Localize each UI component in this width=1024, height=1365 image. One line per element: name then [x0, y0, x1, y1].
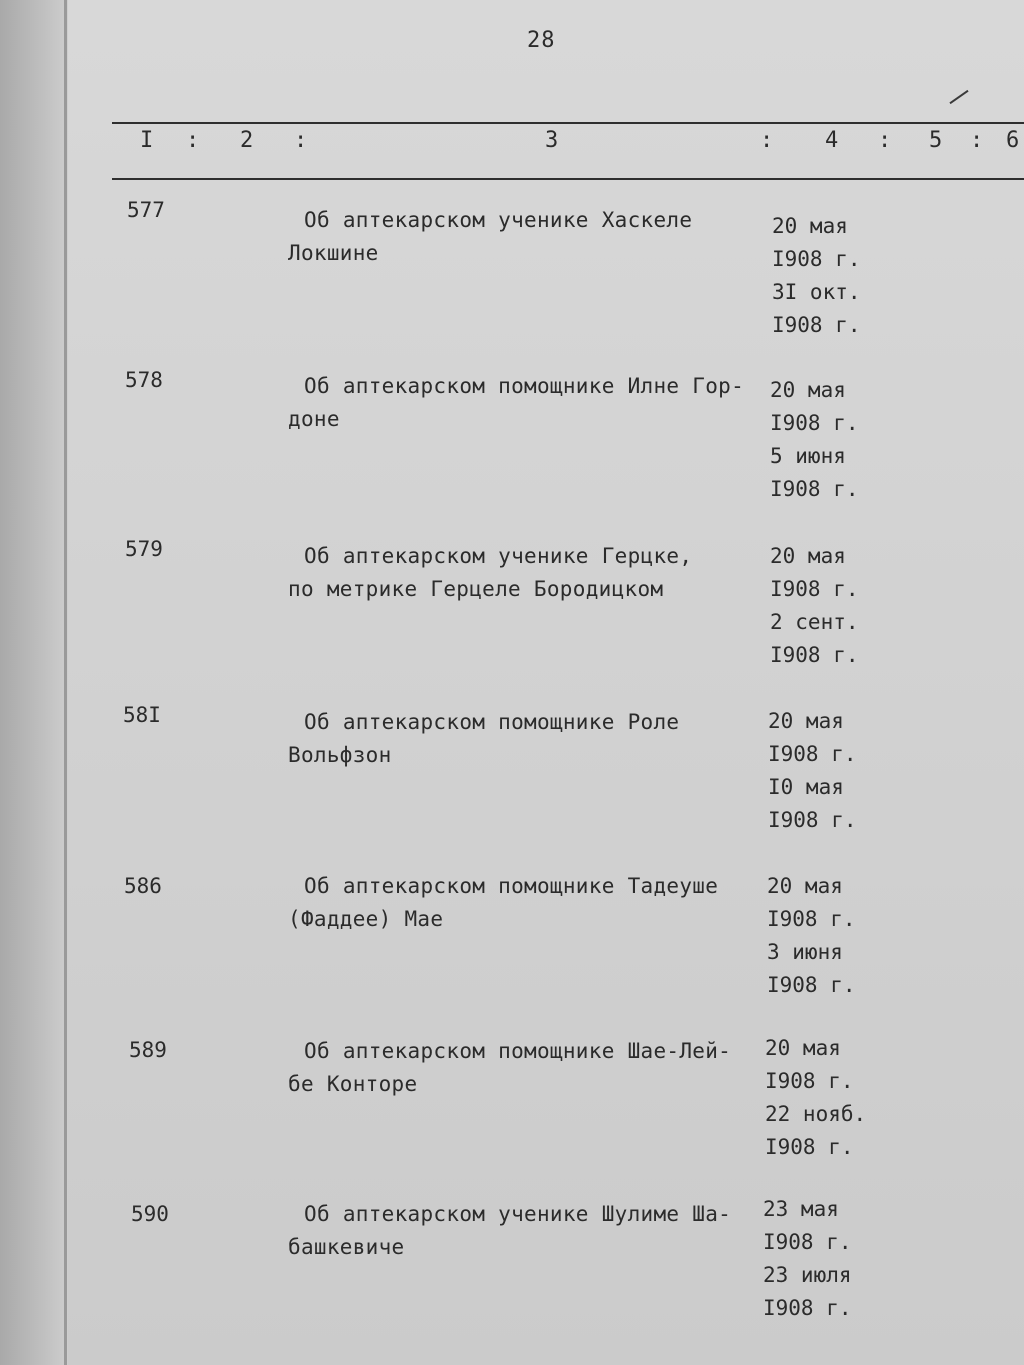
column-separator: : — [878, 128, 892, 153]
entry-number: 578 — [125, 368, 163, 392]
binding-edge — [64, 0, 67, 1365]
end-date: 22 нояб. — [765, 1102, 867, 1126]
end-year: I908 г. — [767, 973, 856, 997]
column-header-3: 3 — [545, 128, 559, 153]
start-date: 20 мая — [772, 214, 848, 238]
column-separator: : — [186, 128, 200, 153]
entry-title — [288, 540, 758, 606]
entry-title-line: Вольфзон — [288, 743, 392, 767]
start-date: 20 мая — [768, 709, 844, 733]
column-separator: : — [294, 128, 308, 153]
start-date: 20 мая — [765, 1036, 841, 1060]
start-year: I908 г. — [770, 411, 859, 435]
end-year: I908 г. — [770, 643, 859, 667]
start-date: 23 мая — [763, 1197, 839, 1221]
entry-title-line: Об аптекарском ученике Хаскеле — [304, 208, 693, 232]
entry-number: 589 — [129, 1038, 167, 1062]
start-year: I908 г. — [765, 1069, 854, 1093]
entry-dates — [768, 705, 857, 837]
entry-title-line: (Фаддее) Мае — [288, 907, 444, 931]
end-date: 23 июля — [763, 1263, 852, 1287]
column-header-5: 5 — [929, 128, 943, 153]
entry-title-line: по метрике Герцеле Бородицком — [288, 577, 664, 601]
start-date: 20 мая — [770, 378, 846, 402]
column-separator: : — [760, 128, 774, 153]
entry-number: 590 — [131, 1202, 169, 1226]
column-header-4: 4 — [825, 128, 839, 153]
entry-title-line: Об аптекарском ученике Шулиме Ша- — [304, 1202, 732, 1226]
entry-title — [288, 1198, 758, 1264]
start-date: 20 мая — [767, 874, 843, 898]
entry-dates — [772, 210, 861, 342]
entry-dates — [765, 1032, 866, 1164]
end-date: I0 мая — [768, 775, 844, 799]
entry-title — [288, 870, 758, 936]
entry-title-line: Об аптекарском помощнике Шае-Лей- — [304, 1039, 732, 1063]
entry-number: 579 — [125, 537, 163, 561]
entry-title-line: Об аптекарском помощнике Илне Гор- — [304, 374, 745, 398]
entry-title-line: Об аптекарском ученике Герцке, — [304, 544, 693, 568]
entry-dates — [767, 870, 856, 1002]
entry-dates — [763, 1193, 852, 1325]
entry-number: 58I — [123, 703, 161, 727]
binding-shadow — [0, 0, 70, 1365]
start-date: 20 мая — [770, 544, 846, 568]
entry-title-line: бе Конторе — [288, 1072, 418, 1096]
entry-title-line: доне — [288, 407, 340, 431]
entry-number: 586 — [124, 874, 162, 898]
column-separator: : — [970, 128, 984, 153]
end-year: I908 г. — [770, 477, 859, 501]
end-year: I908 г. — [765, 1135, 854, 1159]
entry-title — [288, 1035, 758, 1101]
column-header-1: I — [140, 128, 154, 153]
entry-number: 577 — [127, 198, 165, 222]
column-header-2: 2 — [240, 128, 254, 153]
start-year: I908 г. — [770, 577, 859, 601]
end-year: I908 г. — [772, 313, 861, 337]
entry-title — [288, 204, 758, 270]
entry-dates — [770, 540, 859, 672]
header-rule-top — [112, 122, 1024, 124]
entry-title — [288, 706, 758, 772]
end-date: 2 сент. — [770, 610, 859, 634]
start-year: I908 г. — [767, 907, 856, 931]
entry-title — [288, 370, 758, 436]
entry-title-line: башкевиче — [288, 1235, 405, 1259]
start-year: I908 г. — [763, 1230, 852, 1254]
start-year: I908 г. — [768, 742, 857, 766]
column-header-6: 6 — [1006, 128, 1020, 153]
entry-title-line: Об аптекарском помощнике Роле — [304, 710, 680, 734]
end-year: I908 г. — [763, 1296, 852, 1320]
entry-dates — [770, 374, 859, 506]
end-year: I908 г. — [768, 808, 857, 832]
entry-title-line: Локшине — [288, 241, 379, 265]
entry-title-line: Об аптекарском помощнике Тадеуше — [304, 874, 719, 898]
end-date: 3 июня — [767, 940, 843, 964]
end-date: 5 июня — [770, 444, 846, 468]
header-rule-bottom — [112, 178, 1024, 180]
page-number: 28 — [527, 28, 556, 53]
end-date: 3I окт. — [772, 280, 861, 304]
start-year: I908 г. — [772, 247, 861, 271]
